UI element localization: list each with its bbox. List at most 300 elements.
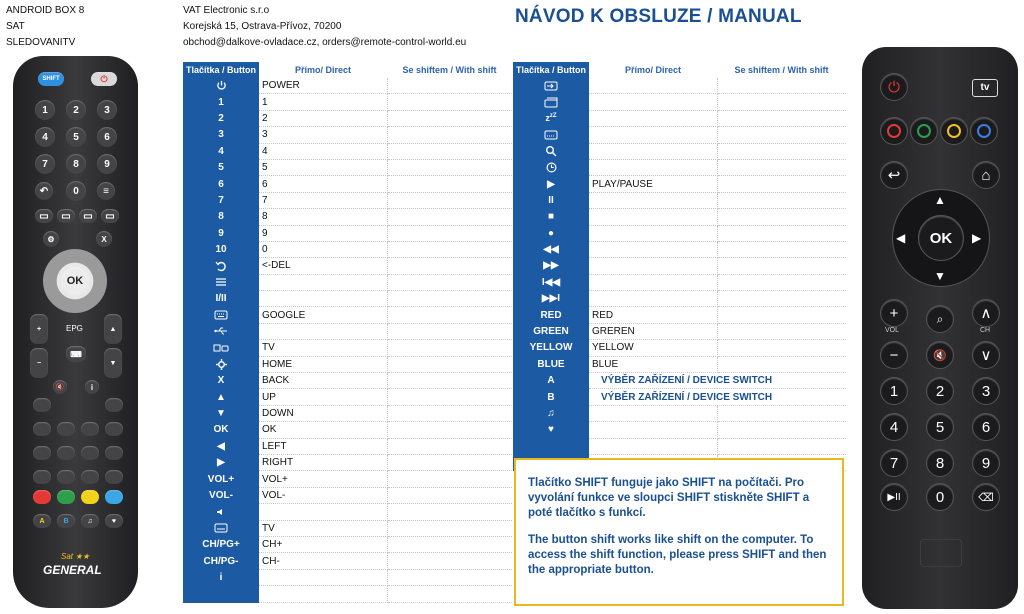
function-button[interactable] xyxy=(33,422,51,436)
direct-cell: GREREN xyxy=(589,323,717,339)
table-row xyxy=(513,373,846,389)
shift-cell xyxy=(387,78,512,94)
red-button[interactable] xyxy=(880,117,908,145)
direct-cell xyxy=(589,241,717,257)
shift-cell xyxy=(717,340,846,356)
music-button[interactable]: ♫ xyxy=(81,514,99,528)
mute-icon xyxy=(183,504,259,520)
model-line: SLEDOVANITV xyxy=(6,37,76,48)
digit-3-button[interactable]: 3 xyxy=(97,100,117,120)
func-row-a[interactable]: ▭ xyxy=(35,209,53,223)
shift-cell xyxy=(387,291,512,307)
direct-cell: RED xyxy=(589,307,717,323)
yellow-button[interactable] xyxy=(81,490,99,504)
shift-cell xyxy=(387,94,512,110)
shift-cell xyxy=(717,127,846,143)
digit-4-button[interactable]: 4 xyxy=(880,413,908,441)
tv-radio-icon xyxy=(183,340,259,356)
table-row xyxy=(183,110,512,126)
shift-info-box xyxy=(514,458,844,606)
ch-down-button[interactable]: ∨ xyxy=(972,341,1000,369)
shift-cell xyxy=(387,389,512,405)
shift-cell xyxy=(717,176,846,192)
button-cell: ■ xyxy=(513,209,589,225)
direct-cell: 2 xyxy=(259,110,387,126)
color-ring-icon xyxy=(977,124,991,138)
menu-icon xyxy=(183,274,259,290)
col-direct: Přímo/ Direct xyxy=(259,62,387,78)
table-row xyxy=(183,356,512,372)
col-button: Tlačítka / Button xyxy=(183,62,259,78)
table-row xyxy=(183,225,512,241)
function-button[interactable] xyxy=(105,470,123,484)
direct-cell: 6 xyxy=(259,176,387,192)
func-row-b[interactable]: ▭ xyxy=(57,209,75,223)
vol-label: VOL xyxy=(885,327,900,334)
button-cell: CH/PG- xyxy=(183,553,259,569)
table-row xyxy=(183,487,512,503)
button-cell: II xyxy=(513,192,589,208)
function-button[interactable] xyxy=(81,422,99,436)
shift-cell xyxy=(717,225,846,241)
button-cell: ◀ xyxy=(183,438,259,454)
digit-2-button[interactable]: 2 xyxy=(66,100,86,120)
table-row xyxy=(183,586,512,602)
table-row xyxy=(183,159,512,175)
direct-cell: RIGHT xyxy=(259,454,387,470)
button-cell: 1 xyxy=(183,94,259,110)
shift-cell xyxy=(717,241,846,257)
green-button[interactable] xyxy=(57,490,75,504)
mute-button[interactable]: 🔇 xyxy=(926,341,954,369)
shift-cell xyxy=(387,586,512,602)
search-button[interactable]: ⌕ xyxy=(926,305,954,333)
subtitle-icon xyxy=(183,520,259,536)
table-row xyxy=(183,94,512,110)
button-cell xyxy=(183,586,259,602)
direct-cell xyxy=(259,586,387,602)
model-line: ANDROID BOX 8 xyxy=(6,5,85,16)
green-button[interactable] xyxy=(910,117,938,145)
brand-script: Sat ★★ xyxy=(61,552,90,561)
heart-button[interactable]: ♥ xyxy=(105,514,123,528)
function-button[interactable] xyxy=(57,470,75,484)
direct-cell xyxy=(259,291,387,307)
button-cell: B xyxy=(513,389,589,405)
shift-cell xyxy=(387,340,512,356)
digit-4-button[interactable]: 4 xyxy=(35,127,55,147)
digit-8-button[interactable]: 8 xyxy=(66,154,86,174)
table-row xyxy=(513,323,846,339)
device-switch-note: VÝBĚR ZAŘÍZENÍ / DEVICE SWITCH xyxy=(589,373,846,389)
button-cell: YELLOW xyxy=(513,340,589,356)
button-cell: VOL- xyxy=(183,487,259,503)
button-cell: ▶▶I xyxy=(513,291,589,307)
table-row xyxy=(513,307,846,323)
ok-button[interactable]: OK xyxy=(61,267,89,295)
digit-0-button[interactable]: 0 xyxy=(66,181,86,201)
up-arrow-icon[interactable]: ▲ xyxy=(934,193,946,207)
direct-cell: TV xyxy=(259,520,387,536)
vol-down-button[interactable]: − xyxy=(30,348,48,378)
table-row xyxy=(183,438,512,454)
direct-cell xyxy=(589,159,717,175)
direct-cell xyxy=(589,94,717,110)
table-row xyxy=(513,143,846,159)
tv-logo: tv xyxy=(972,79,998,97)
direct-cell: CH+ xyxy=(259,536,387,552)
function-button[interactable] xyxy=(105,446,123,460)
table-row xyxy=(513,291,846,307)
table-row xyxy=(513,110,846,126)
button-cell: 8 xyxy=(183,209,259,225)
table-row xyxy=(513,405,846,421)
direct-cell: <-DEL xyxy=(259,258,387,274)
table-row xyxy=(513,94,846,110)
button-cell: 2 xyxy=(183,110,259,126)
shift-cell xyxy=(387,373,512,389)
direct-cell: BLUE xyxy=(589,356,717,372)
shift-cell xyxy=(387,454,512,470)
shift-cell xyxy=(717,356,846,372)
shift-cell xyxy=(387,356,512,372)
digit-9-button[interactable]: 9 xyxy=(972,449,1000,477)
direct-cell: LEFT xyxy=(259,438,387,454)
table-row xyxy=(513,340,846,356)
direct-cell xyxy=(589,422,717,438)
table-row xyxy=(513,438,846,454)
shift-cell xyxy=(717,78,846,94)
func-row-c[interactable]: ▭ xyxy=(79,209,97,223)
digit-5-button[interactable]: 5 xyxy=(66,127,86,147)
digit-3-button[interactable]: 3 xyxy=(972,377,1000,405)
table-row xyxy=(183,471,512,487)
usb-icon xyxy=(183,323,259,339)
shift-cell xyxy=(387,520,512,536)
button-cell: I/II xyxy=(183,291,259,307)
function-button[interactable] xyxy=(57,422,75,436)
shift-cell xyxy=(387,422,512,438)
shift-cell xyxy=(387,307,512,323)
shift-cell xyxy=(717,307,846,323)
function-button[interactable] xyxy=(105,398,123,412)
button-cell: ▶▶ xyxy=(513,258,589,274)
table-row xyxy=(183,340,512,356)
shift-cell xyxy=(387,553,512,569)
window-icon xyxy=(513,94,589,110)
direct-cell xyxy=(589,192,717,208)
b-button[interactable]: B xyxy=(57,514,75,528)
teletext-icon xyxy=(513,127,589,143)
table-row xyxy=(513,78,846,94)
table-row xyxy=(183,307,512,323)
direct-cell: HOME xyxy=(259,356,387,372)
ch-down-button[interactable]: ▼ xyxy=(104,348,122,378)
table-row xyxy=(183,389,512,405)
table-row xyxy=(513,159,846,175)
delete-button[interactable]: ⌫ xyxy=(972,483,1000,511)
direct-cell xyxy=(589,143,717,159)
direct-cell: TV xyxy=(259,340,387,356)
button-cell: ♫ xyxy=(513,405,589,421)
table-row xyxy=(183,422,512,438)
shift-cell xyxy=(717,291,846,307)
shift-cell xyxy=(387,274,512,290)
digit-6-button[interactable]: 6 xyxy=(97,127,117,147)
table-row xyxy=(183,569,512,585)
table-row xyxy=(513,356,846,372)
power-button[interactable]: ⏻ xyxy=(880,73,908,101)
function-button[interactable] xyxy=(33,446,51,460)
button-cell: ♥ xyxy=(513,422,589,438)
digit-9-button[interactable]: 9 xyxy=(97,154,117,174)
shift-cell xyxy=(717,94,846,110)
button-cell: OK xyxy=(183,422,259,438)
digit-7-button[interactable]: 7 xyxy=(35,154,55,174)
table-row xyxy=(183,274,512,290)
button-cell: VOL+ xyxy=(183,471,259,487)
function-button[interactable] xyxy=(105,422,123,436)
direct-cell: POWER xyxy=(259,78,387,94)
direct-cell xyxy=(589,127,717,143)
shift-cell xyxy=(387,209,512,225)
ch-label: CH xyxy=(980,327,991,334)
table-row xyxy=(513,389,846,405)
yellow-button[interactable] xyxy=(940,117,968,145)
back-button[interactable]: X xyxy=(96,231,112,247)
vol-up-button[interactable]: + xyxy=(30,314,48,344)
table-row xyxy=(183,78,512,94)
vol-up-button[interactable]: + xyxy=(880,299,908,327)
button-cell: 6 xyxy=(183,176,259,192)
col-shift: Se shiftem / With shift xyxy=(717,62,846,78)
direct-cell: 7 xyxy=(259,192,387,208)
table-row xyxy=(183,127,512,143)
table-row xyxy=(183,373,512,389)
direct-cell xyxy=(259,323,387,339)
function-button[interactable] xyxy=(81,470,99,484)
table-row xyxy=(183,323,512,339)
direct-cell: 5 xyxy=(259,159,387,175)
shift-cell xyxy=(717,209,846,225)
direct-cell xyxy=(589,291,717,307)
table-row xyxy=(513,241,846,257)
shift-cell xyxy=(387,176,512,192)
menu-button[interactable]: ≡ xyxy=(97,182,115,200)
undo-button[interactable]: ↶ xyxy=(35,182,53,200)
red-button[interactable] xyxy=(33,490,51,504)
table-row xyxy=(183,553,512,569)
table-row xyxy=(183,405,512,421)
button-cell: ● xyxy=(513,225,589,241)
company-name: VAT Electronic s.r.o xyxy=(183,5,270,16)
down-arrow-icon[interactable]: ▼ xyxy=(934,269,946,283)
undo-icon xyxy=(183,258,259,274)
table-row xyxy=(513,225,846,241)
button-cell: GREEN xyxy=(513,323,589,339)
button-cell: 3 xyxy=(183,127,259,143)
power-button[interactable]: ⏻ xyxy=(91,72,117,86)
shift-button[interactable]: SHIFT xyxy=(38,72,64,86)
direct-cell: 3 xyxy=(259,127,387,143)
direct-cell xyxy=(589,274,717,290)
digit-7-button[interactable]: 7 xyxy=(880,449,908,477)
direct-cell: OK xyxy=(259,422,387,438)
direct-cell xyxy=(259,569,387,585)
function-button[interactable] xyxy=(57,446,75,460)
direct-cell: 0 xyxy=(259,241,387,257)
direct-cell: GOOGLE xyxy=(259,307,387,323)
direct-cell: 1 xyxy=(259,94,387,110)
direct-cell: PLAY/PAUSE xyxy=(589,176,717,192)
direct-cell: UP xyxy=(259,389,387,405)
table-row xyxy=(513,176,846,192)
shift-cell xyxy=(717,110,846,126)
shift-info-cz: Tlačítko SHIFT funguje jako SHIFT na počítači. Pro vyvolání funkce ve sloupci SHIFT stiskněte SHIFT a poté tlačítko s funkcí. xyxy=(528,477,810,519)
power-icon xyxy=(183,78,259,94)
button-cell: ▼ xyxy=(183,405,259,421)
digit-1-button[interactable]: 1 xyxy=(35,100,55,120)
shift-cell xyxy=(717,438,846,454)
direct-cell: CH- xyxy=(259,553,387,569)
play-pause-button[interactable]: ▶II xyxy=(880,483,908,511)
page-title: NÁVOD K OBSLUZE / MANUAL xyxy=(515,6,802,27)
shift-cell xyxy=(387,143,512,159)
digit-6-button[interactable]: 6 xyxy=(972,413,1000,441)
keyboard-button[interactable]: ⌨ xyxy=(66,346,86,362)
shift-cell xyxy=(387,504,512,520)
direct-cell: 9 xyxy=(259,225,387,241)
shift-cell xyxy=(717,405,846,421)
direct-cell xyxy=(589,78,717,94)
table-row xyxy=(513,127,846,143)
col-button: Tlačítka / Button xyxy=(513,62,589,78)
shift-cell xyxy=(717,192,846,208)
table-row xyxy=(183,209,512,225)
shift-cell xyxy=(717,159,846,175)
digit-2-button[interactable]: 2 xyxy=(926,377,954,405)
button-cell: i xyxy=(183,569,259,585)
button-cell: 10 xyxy=(183,241,259,257)
table-row xyxy=(513,274,846,290)
direct-cell xyxy=(259,504,387,520)
button-cell: ▶ xyxy=(183,454,259,470)
shift-cell xyxy=(387,438,512,454)
button-cell: BLUE xyxy=(513,356,589,372)
shift-cell xyxy=(387,192,512,208)
info-button[interactable]: i xyxy=(85,380,99,394)
table-row xyxy=(513,209,846,225)
right-arrow-icon[interactable]: ▶ xyxy=(972,231,982,245)
function-button[interactable] xyxy=(33,398,51,412)
shift-cell xyxy=(387,241,512,257)
button-cell: 9 xyxy=(183,225,259,241)
func-row-d[interactable]: ▭ xyxy=(101,209,119,223)
direct-cell: BACK xyxy=(259,373,387,389)
blue-button[interactable] xyxy=(105,490,123,504)
vol-down-button[interactable]: − xyxy=(880,341,908,369)
back-button[interactable]: ↩ xyxy=(880,161,908,189)
table-row xyxy=(183,176,512,192)
blue-button[interactable] xyxy=(970,117,998,145)
model-info xyxy=(6,3,84,51)
table-row xyxy=(183,520,512,536)
shift-cell xyxy=(387,471,512,487)
direct-cell: DOWN xyxy=(259,405,387,421)
shift-cell xyxy=(387,405,512,421)
table-row xyxy=(183,291,512,307)
shift-cell xyxy=(387,323,512,339)
shift-cell xyxy=(717,143,846,159)
color-ring-icon xyxy=(917,124,931,138)
color-ring-icon xyxy=(887,124,901,138)
button-cell xyxy=(513,438,589,454)
shift-cell xyxy=(387,159,512,175)
button-cell: RED xyxy=(513,307,589,323)
digit-0-button[interactable]: 0 xyxy=(926,483,954,511)
col-direct: Přímo/ Direct xyxy=(589,62,717,78)
table-row xyxy=(183,454,512,470)
table-row xyxy=(513,192,846,208)
shift-cell xyxy=(387,569,512,585)
button-map-left xyxy=(183,62,512,603)
button-cell: A xyxy=(513,373,589,389)
table-row xyxy=(183,143,512,159)
shift-cell xyxy=(387,487,512,503)
brand-logo: GENERAL xyxy=(43,563,102,577)
button-cell: ◀◀ xyxy=(513,241,589,257)
shift-info-en: The button shift works like shift on the computer. To access the shift function, please press SHIFT and then the appropriate button. xyxy=(528,534,827,576)
ok-button[interactable]: OK xyxy=(918,215,964,261)
sleep-icon: $z^{zZ}$ xyxy=(513,110,589,126)
shift-cell xyxy=(717,258,846,274)
gear-button[interactable]: ⚙ xyxy=(43,231,59,247)
button-cell: CH/PG+ xyxy=(183,536,259,552)
direct-cell: VOL+ xyxy=(259,471,387,487)
direct-cell xyxy=(589,110,717,126)
digit-5-button[interactable]: 5 xyxy=(926,413,954,441)
direct-cell xyxy=(589,225,717,241)
ch-up-button[interactable]: ∧ xyxy=(972,299,1000,327)
shift-cell xyxy=(387,258,512,274)
company-email: obchod@dalkove-ovladace.cz, orders@remote-control-world.eu xyxy=(183,37,467,48)
shift-cell xyxy=(387,536,512,552)
input-icon xyxy=(513,78,589,94)
button-cell: ▶ xyxy=(513,176,589,192)
table-row xyxy=(513,258,846,274)
remote-right xyxy=(862,47,1018,609)
a-button[interactable]: A xyxy=(33,514,51,528)
ch-up-button[interactable]: ▲ xyxy=(104,314,122,344)
table-row xyxy=(183,241,512,257)
mute-button[interactable]: 🔇 xyxy=(53,380,67,394)
home-button[interactable]: ⌂ xyxy=(972,161,1000,189)
left-arrow-icon[interactable]: ◀ xyxy=(896,231,906,245)
button-cell: ▲ xyxy=(183,389,259,405)
shift-cell xyxy=(387,110,512,126)
digit-1-button[interactable]: 1 xyxy=(880,377,908,405)
remote-left xyxy=(13,56,138,608)
digit-8-button[interactable]: 8 xyxy=(926,449,954,477)
function-button[interactable] xyxy=(81,446,99,460)
table-row xyxy=(183,192,512,208)
table-row xyxy=(183,258,512,274)
shift-cell xyxy=(717,274,846,290)
tv-bottom-logo xyxy=(920,539,962,567)
button-cell: 7 xyxy=(183,192,259,208)
shift-cell xyxy=(387,127,512,143)
function-button[interactable] xyxy=(33,470,51,484)
